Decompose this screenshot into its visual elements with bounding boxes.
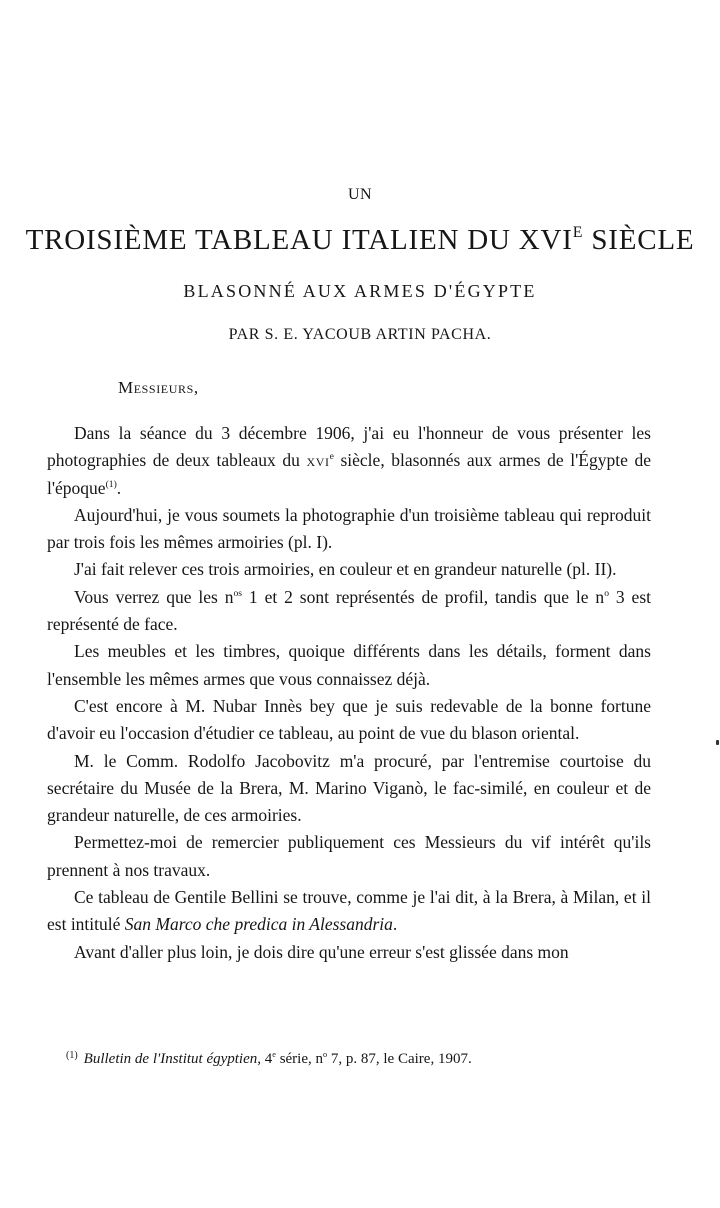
paragraph [47,420,651,502]
paragraph-text: . [392,914,398,935]
paragraph: Les meubles et les timbres, quoique différents dans les détails, forment dans l'ensemble les mêmes armes que vous connaissez déjà. [47,641,651,689]
paragraph: J'ai fait relever ces trois armoiries, en couleur et en grandeur naturelle (pl. II). [74,559,617,580]
article-body [47,420,651,966]
article-prefix-text: UN [347,186,373,203]
paragraph-text: 3 est représenté de face. [47,586,651,635]
title-end: SIÈCLE [583,224,695,256]
paragraph: C'est encore à M. Nubar Innès bey que je suis redevable de la bonne fortune d'avoir eu l'occasion d'étudier ce tableau, au point de vue du blason oriental. [47,695,651,744]
footnote-series-sup: e [272,1049,276,1059]
paragraph-text: Dans la séance du 3 décembre 1906, j'ai eu l'honneur de vous présenter les photographies de deux tableaux du [47,423,651,471]
paragraph: Avant d'aller plus loin, je dois dire qu'une erreur s'est glissée dans mon [74,941,569,962]
article-author [0,326,720,344]
footnote-no-sup: o [323,1049,328,1059]
paragraph: Aujourd'hui, je vous soumets la photographie d'un troisième tableau qui reproduit par trois fois les mêmes armoiries (pl. I). [47,504,651,553]
salutation: Messieurs, [118,378,199,397]
footnote [66,1050,626,1068]
subtitle-text: BLASONNÉ AUX ARMES D'ÉGYPTE [183,281,537,301]
footnote-text: 7, p. 87, le Caire, 1907. [327,1051,472,1067]
title-main: TROISIÈME TABLEAU ITALIEN DU XVI [25,224,573,256]
footnote-series-num: 4 [261,1051,273,1067]
paragraph [47,584,651,639]
article-subtitle [0,281,720,302]
scan-edge-mark [716,740,719,745]
author-text: PAR S. E. YACOUB ARTIN PACHA. [228,326,492,343]
numero-sup: os [233,587,243,599]
footnote-journal: Bulletin de l'Institut égyptien, [83,1051,262,1067]
century-sup: e [329,451,334,463]
paragraph-text: 1 et 2 sont représentés de profil, tandis que le n [242,586,605,607]
paragraph-text: Ce tableau de Gentile Bellini se trouve, comme je l'ai dit, à la Brera, à Milan, et il est intitulé [47,887,651,935]
article-prefix [0,186,720,204]
paragraph: M. le Comm. Rodolfo Jacobovitz m'a procuré, par l'entremise courtoise du secrétaire du Musée de la Brera, M. Marino Viganò, le fac-similé, en couleur et de grandeur naturelle, de ces armoiries. [47,750,651,826]
footnote-ref: (1) [105,478,117,490]
painting-title: San Marco che predica in Alessandria [124,914,393,935]
century-numeral: xvi [306,450,330,471]
article-title [0,224,720,257]
paragraph [47,884,651,939]
paragraph: Permettez-moi de remercier publiquement ces Messieurs du vif intérêt qu'ils prennent à nos travaux. [47,832,651,880]
footnote-text: série, n [275,1051,324,1067]
title-century-sup: E [572,224,584,242]
paragraph-text: siècle, blasonnés aux armes de l'Égypte de l'époque [47,450,651,498]
numero-sup: o [604,587,609,599]
paragraph-text: . [116,477,122,498]
paragraph-text: Vous verrez que les n [74,586,234,607]
footnote-mark: (1) [66,1050,78,1061]
